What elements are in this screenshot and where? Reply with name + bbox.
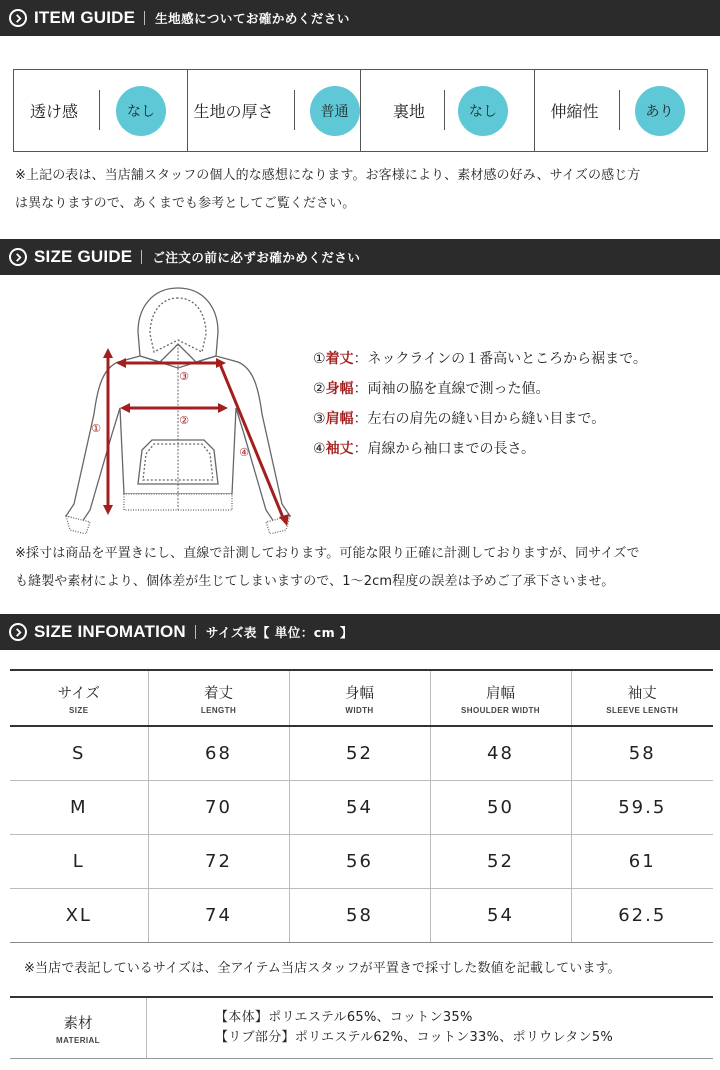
hoodie-diagram xyxy=(60,284,295,534)
chevron-right-icon xyxy=(9,623,27,641)
size-guide-subtitle: ご注文の前に必ずお確かめください xyxy=(152,250,361,265)
header-divider xyxy=(141,250,142,264)
header-size: サイズ SIZE xyxy=(10,670,148,726)
guide-value-badge: なし xyxy=(458,86,508,136)
size-info-title: SIZE INFOMATION xyxy=(34,622,186,641)
guide-label: 生地の厚さ xyxy=(193,102,274,121)
marker-1: ① xyxy=(91,422,101,435)
size-guide-title: SIZE GUIDE xyxy=(34,247,133,266)
header-divider xyxy=(195,625,196,639)
legend-item: ④袖丈：肩線から袖口までの長さ。 xyxy=(313,441,536,457)
material-section xyxy=(10,996,713,1059)
guide-cell-thickness xyxy=(188,70,362,151)
marker-2: ② xyxy=(179,414,189,427)
table-row: L 72 56 52 61 xyxy=(10,834,713,888)
chevron-right-icon xyxy=(9,248,27,266)
header-sleeve: 袖丈 SLEEVE LENGTH xyxy=(571,670,713,726)
marker-3: ③ xyxy=(179,370,189,383)
item-guide-subtitle: 生地感についてお確かめください xyxy=(155,11,350,26)
size-info-subtitle: サイズ表【 単位：cm 】 xyxy=(205,625,354,640)
marker-4: ④ xyxy=(239,446,249,459)
guide-cell-lining xyxy=(361,70,535,151)
guide-label: 透け感 xyxy=(30,102,79,121)
chevron-right-icon xyxy=(9,9,27,27)
guide-value-badge: 普通 xyxy=(310,86,360,136)
legend-item: ③肩幅：左右の肩先の縫い目から縫い目まで。 xyxy=(313,411,606,427)
guide-cell-stretch xyxy=(535,70,708,151)
table-row: M 70 54 50 59.5 xyxy=(10,780,713,834)
legend-item: ②身幅：両袖の脇を直線で測った値。 xyxy=(313,381,550,397)
legend-item: ①着丈：ネックラインの１番高いところから裾まで。 xyxy=(313,351,647,367)
fabric-guide-table xyxy=(13,69,708,152)
table-row: XL 74 58 54 62.5 xyxy=(10,888,713,942)
size-guide-header xyxy=(0,239,720,275)
size-info-header xyxy=(0,614,720,650)
header-width: 身幅 WIDTH xyxy=(289,670,430,726)
guide-label: 伸縮性 xyxy=(550,102,599,121)
table-header-row xyxy=(10,670,713,726)
table-row: S 68 52 48 58 xyxy=(10,726,713,780)
item-guide-note: ※上記の表は、当店舗スタッフの個人的な感想になります。お客様により、素材感の好み、サイズの感じ方 は異なりますので、あくまでも参考としてご覧ください。 xyxy=(15,168,641,211)
item-guide-header xyxy=(0,0,720,36)
item-guide-title: ITEM GUIDE xyxy=(34,8,136,27)
header-shoulder: 肩幅 SHOULDER WIDTH xyxy=(430,670,571,726)
header-length: 着丈 LENGTH xyxy=(148,670,289,726)
guide-value-badge: あり xyxy=(635,86,685,136)
guide-value-badge: なし xyxy=(116,86,166,136)
size-table xyxy=(10,669,713,943)
guide-cell-transparency xyxy=(14,70,188,151)
size-guide-note: ※採寸は商品を平置きにし、直線で計測しております。可能な限り正確に計測しておりますが、同サイズで も縫製や素材により、個体差が生じてしまいますので、1〜2cm程度の誤差は予めご了承下さいませ。 xyxy=(15,546,640,589)
guide-label: 裏地 xyxy=(393,102,426,121)
measurement-legend xyxy=(313,344,647,464)
size-info-note: ※当店で表記しているサイズは、全アイテム当店スタッフが平置きで採寸した数値を記載しています。 xyxy=(24,961,621,976)
header-divider xyxy=(144,11,145,25)
material-value: 【本体】ポリエステル65%、コットン35% 【リブ部分】ポリエステル62%、コットン33%、ポリウレタン5% xyxy=(215,1010,614,1045)
material-label: 素材 MATERIAL xyxy=(10,998,147,1058)
